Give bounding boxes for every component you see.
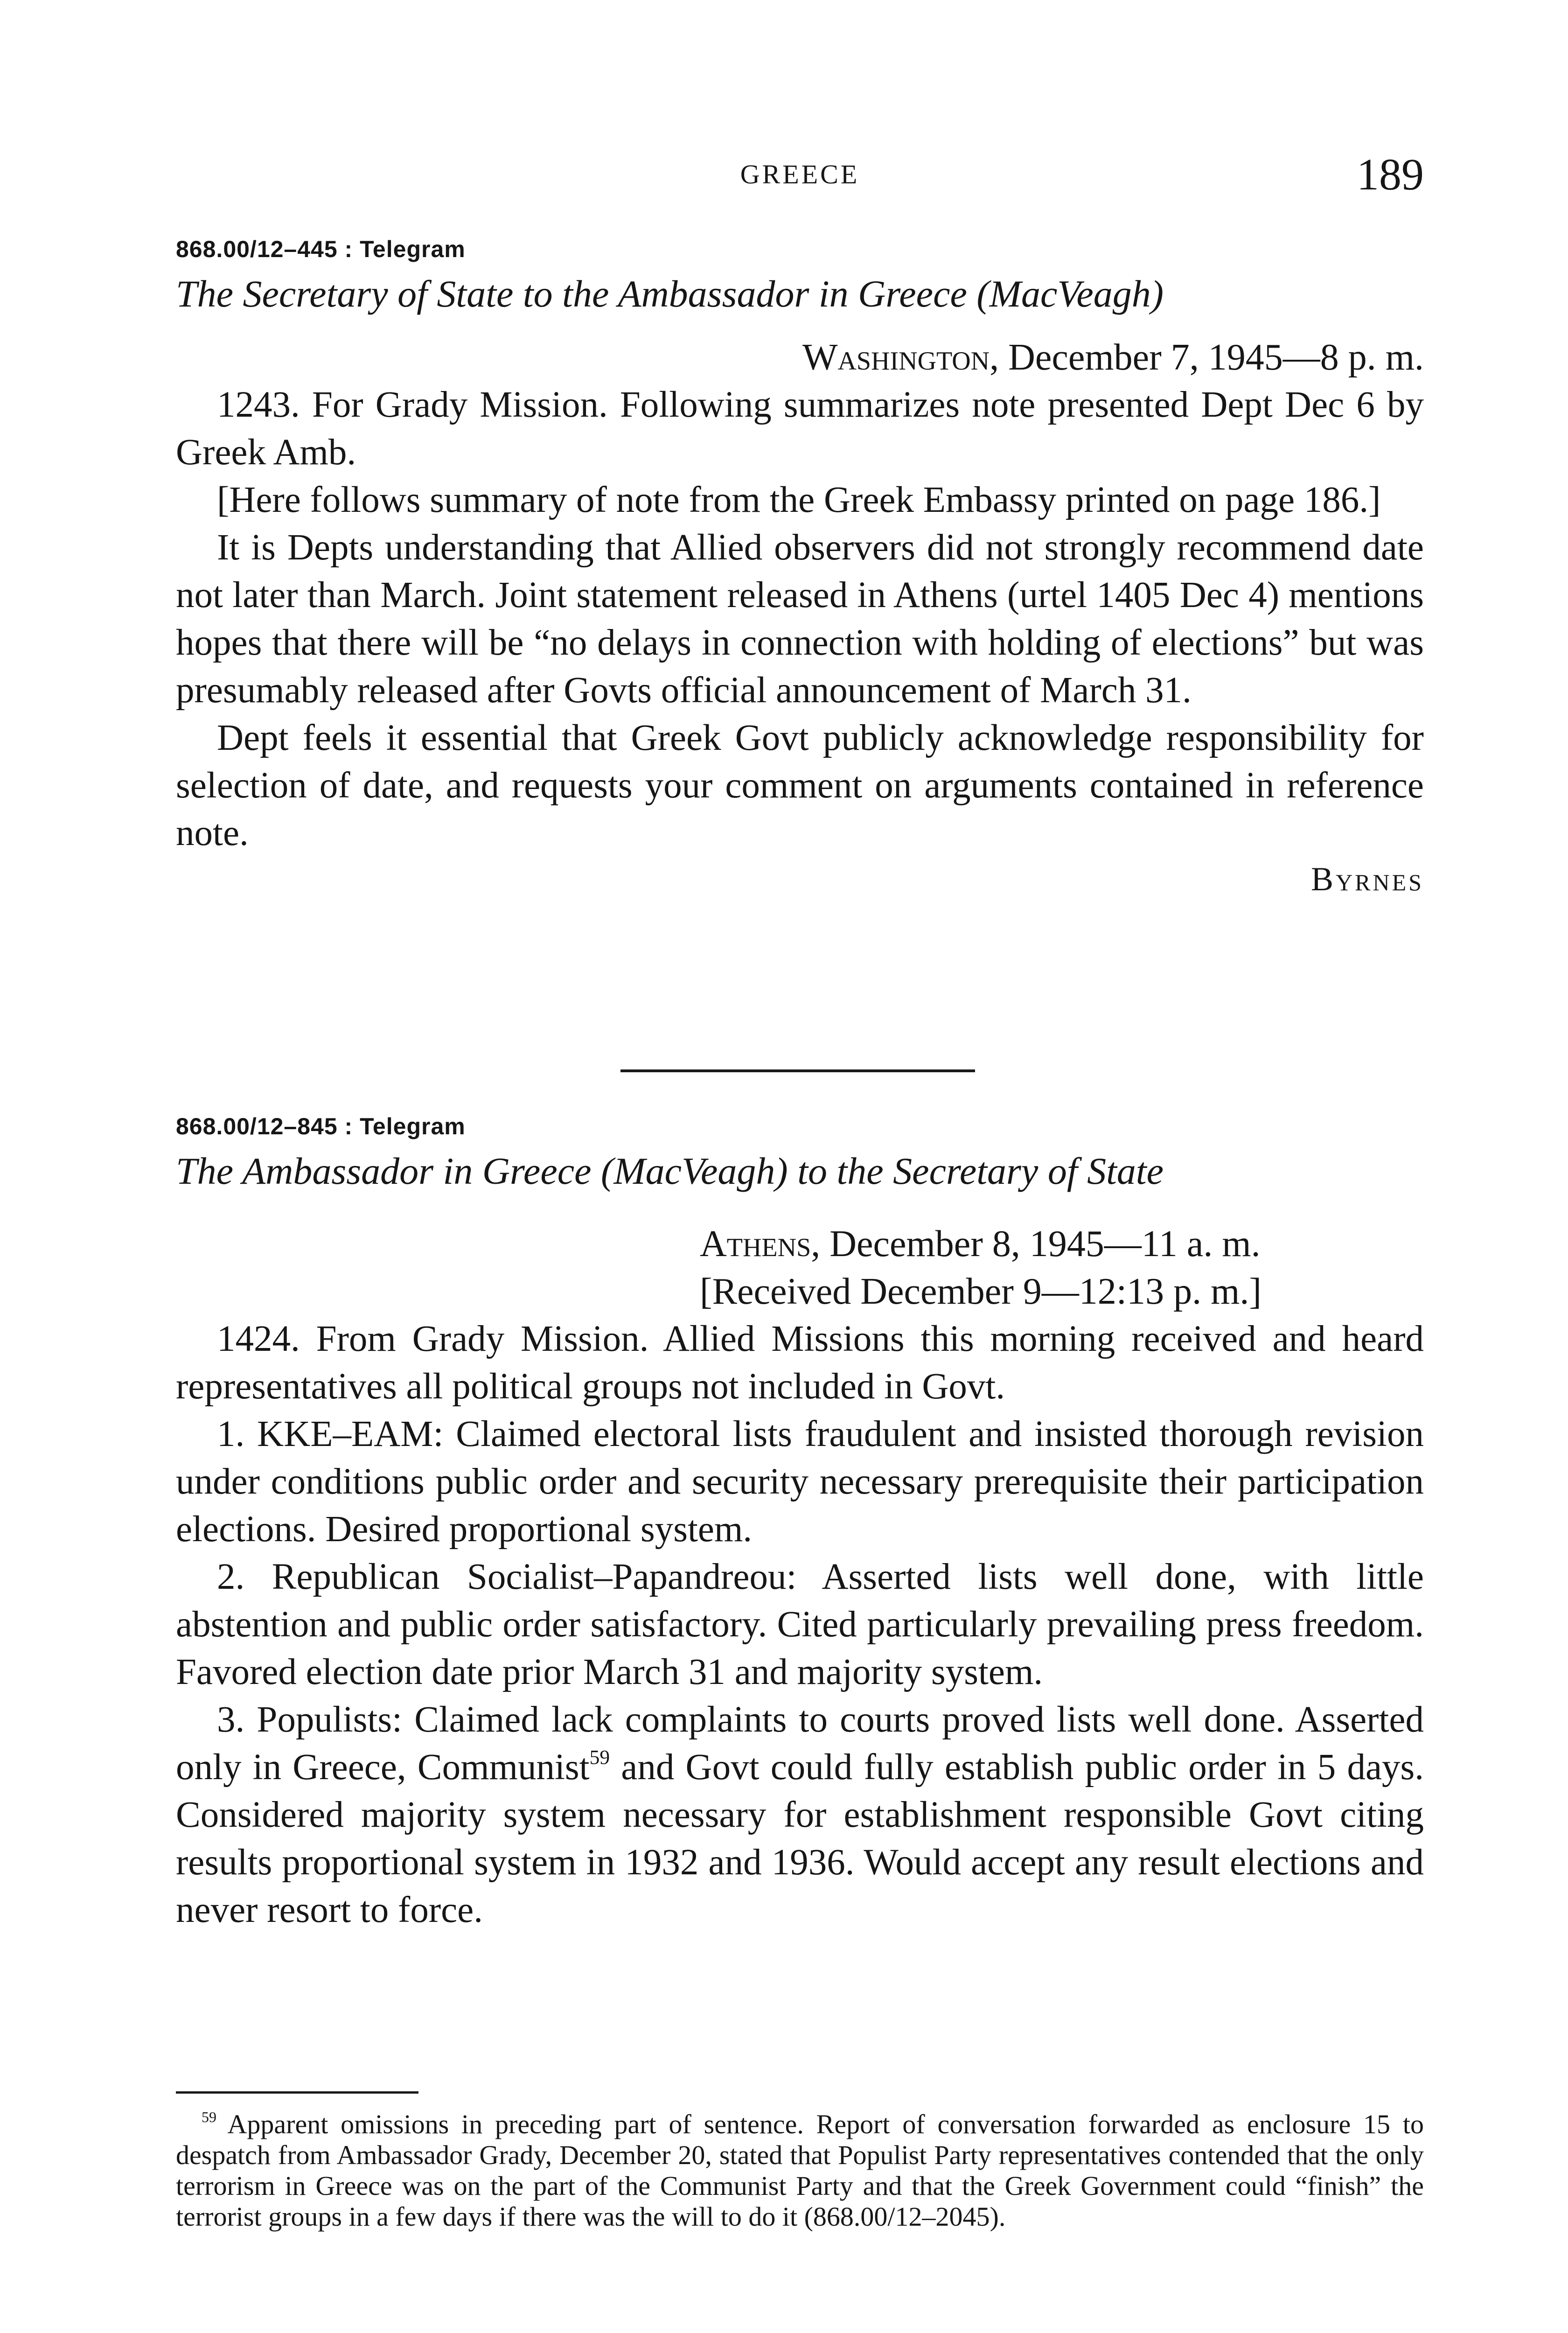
footnote-number: 59	[202, 2109, 216, 2126]
paragraph	[176, 1696, 1424, 1934]
footnote-marker: 59	[589, 1746, 610, 1769]
paragraph-text: 3. Populists: Claimed lack complaints to courts proved lists well done. Asserted only in Greece, Communist	[176, 1699, 1424, 1788]
document-1	[176, 236, 1424, 899]
paragraph: [Here follows summary of note from the Greek Embassy printed on page 186.]	[217, 480, 1381, 520]
dateline-place: Athens	[700, 1223, 811, 1264]
signature: Byrnes	[1311, 860, 1424, 898]
footnote-text: Apparent omissions in preceding part of sentence. Report of conversation forwarded as enclosure 15 to despatch from Ambassador Grady, December 20, stated that Populist Party representatives contended that the only terrorism in Greece was on the part of the Communist Party and that the Greek Government could “finish” the terrorist groups in a few days if there was the will to do it (868.00/12–2045).	[176, 2109, 1424, 2232]
dateline-place: Washington	[802, 337, 990, 378]
paragraph: 2. Republican Socialist–Papandreou: Asserted lists well done, with little abstention and public order satisfactory. Cited particularly prevailing press freedom. Favored election date prior March 31 and majority system.	[176, 1557, 1424, 1692]
dateline-date: , December 7, 1945—8 p. m.	[990, 337, 1424, 378]
paragraph: 1424. From Grady Mission. Allied Missions this morning received and heard representatives all political groups not included in Govt.	[176, 1319, 1424, 1407]
file-reference: 868.00/12–445 : Telegram	[176, 236, 466, 262]
running-head-title: GREECE	[740, 159, 860, 189]
paragraph: It is Depts understanding that Allied observers did not strongly recommend date not later than March. Joint statement released in Athens (urtel 1405 Dec 4) mentions hopes that there will be “no delays in connection with holding of elections” but was presumably released after Govts official announcement of March 31.	[176, 527, 1424, 711]
footnote-divider	[176, 2091, 418, 2094]
running-head	[176, 148, 1424, 199]
received-note: [Received December 9—12:13 p. m.]	[700, 1271, 1262, 1312]
section-divider	[620, 1069, 975, 1072]
dateline	[700, 1220, 1424, 1268]
dateline-block	[700, 1220, 1424, 1315]
paragraph: 1243. For Grady Mission. Following summarizes note presented Dept Dec 6 by Greek Amb.	[176, 384, 1424, 473]
paragraph: 1. KKE–EAM: Claimed electoral lists fraudulent and insisted thorough revision under conditions public order and security necessary prerequisite their participation elections. Desired proportional system.	[176, 1414, 1424, 1550]
paragraph-text: and Govt could fully establish public order in 5 days. Considered majority system necessary for establishment responsible Govt citing results proportional system in 1932 and 1936. Would accept any result elections and never resort to force.	[176, 1747, 1424, 1930]
footnote	[176, 2109, 1424, 2232]
paragraph: Dept feels it essential that Greek Govt publicly acknowledge responsibility for selection of date, and requests your comment on arguments contained in reference note.	[176, 718, 1424, 853]
dateline	[176, 334, 1424, 381]
document-heading: The Secretary of State to the Ambassador in Greece (MacVeagh)	[176, 272, 1164, 315]
dateline-date: , December 8, 1945—11 a. m.	[811, 1223, 1261, 1264]
page-number: 189	[1357, 149, 1424, 199]
document-2	[176, 1113, 1424, 1934]
file-reference: 868.00/12–845 : Telegram	[176, 1113, 466, 1139]
document-heading: The Ambassador in Greece (MacVeagh) to the Secretary of State	[176, 1150, 1164, 1192]
